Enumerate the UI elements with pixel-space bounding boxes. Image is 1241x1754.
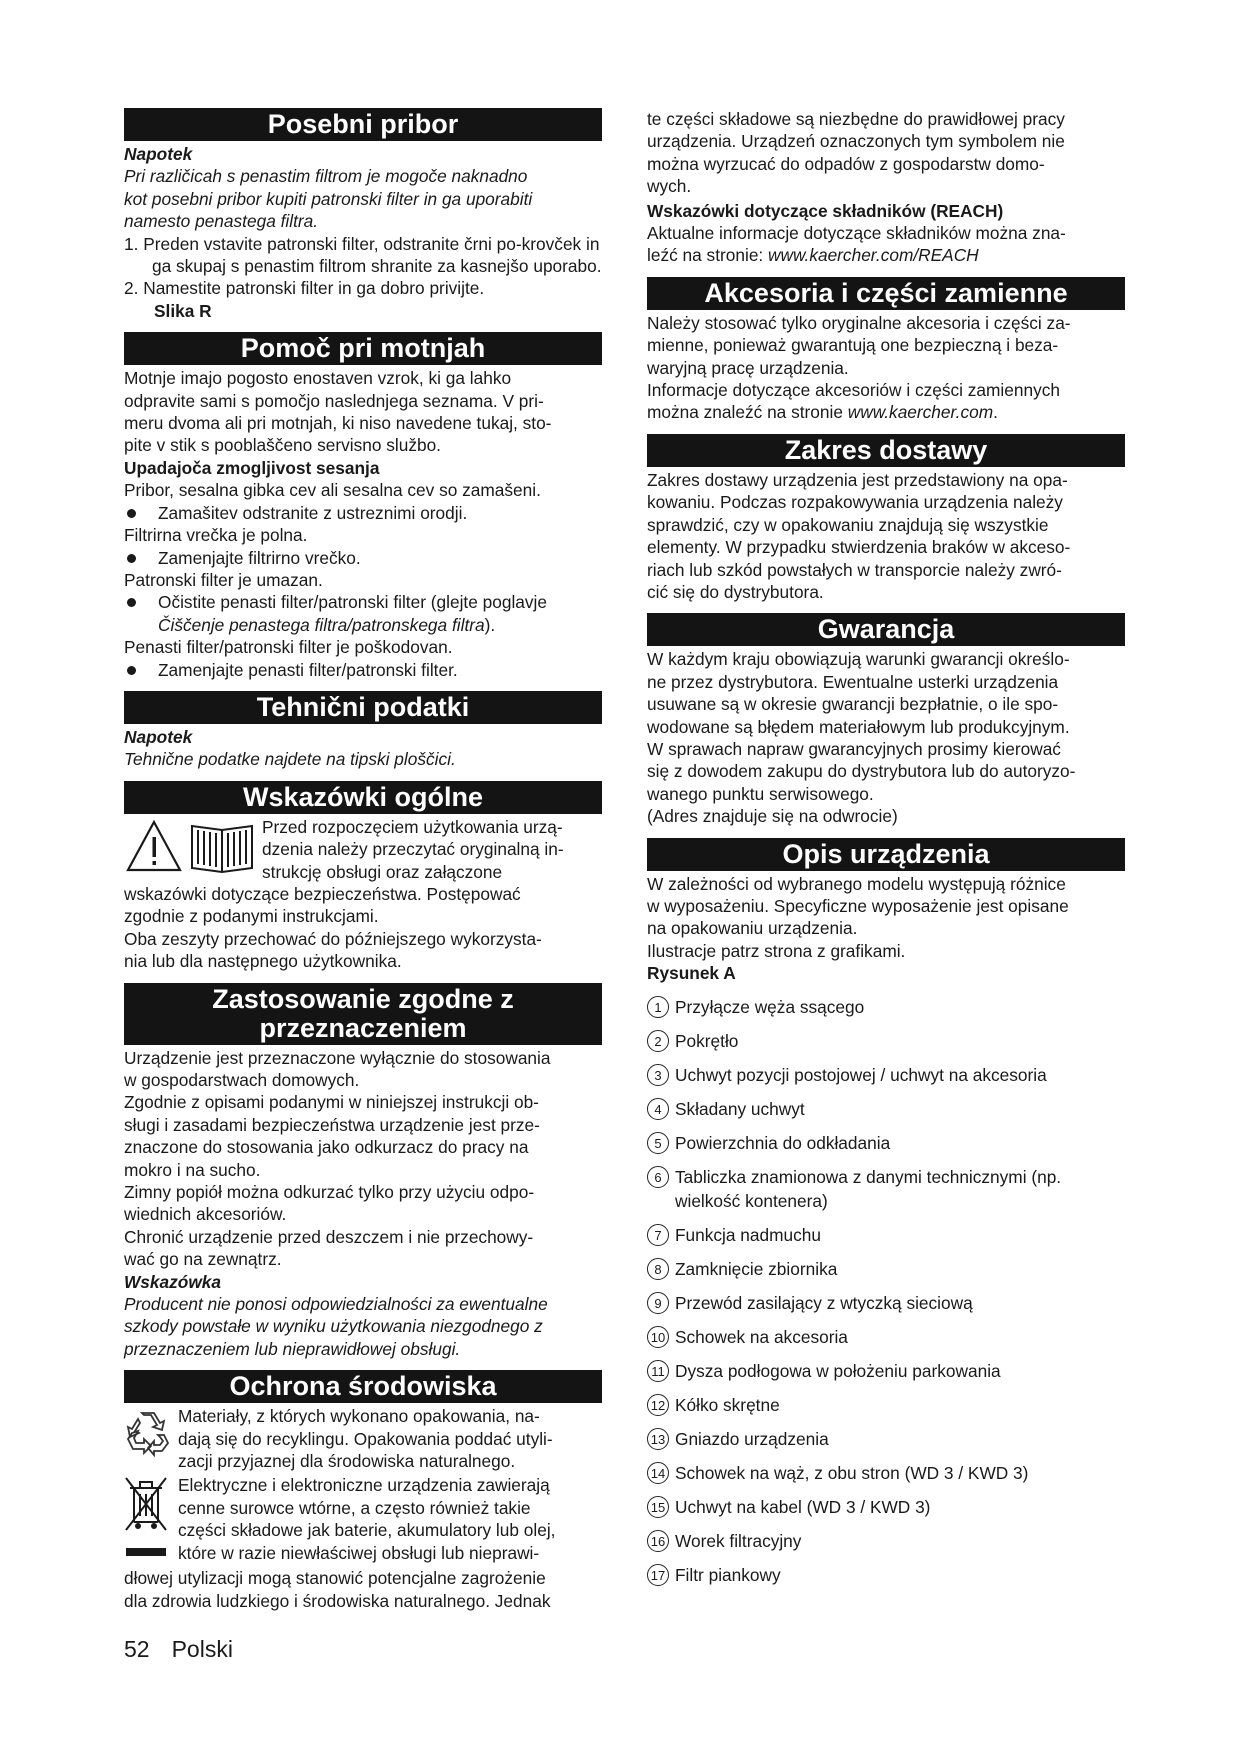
- paragraph-line: zacji przyjaznej dla środowiska naturalnego.: [178, 1451, 516, 1472]
- item-number: 7: [647, 1224, 669, 1246]
- remedy-bullet: Zamašitev odstranite z ustreznimi orodji.: [124, 502, 602, 524]
- item-number: 17: [647, 1564, 669, 1586]
- legend-item: [647, 1427, 1125, 1451]
- paragraph-line: dają się do recyklingu. Opakowania poddać utyli-: [178, 1428, 553, 1449]
- paragraph-line: Należy stosować tylko oryginalne akcesoria i części za-: [647, 312, 1071, 333]
- warning-triangle-icon: [124, 816, 256, 878]
- item-text: Składany uchwyt: [675, 1098, 805, 1119]
- item-text: Przewód zasilający z wtyczką sieciową: [675, 1292, 973, 1313]
- paragraph-line: mienne, ponieważ gwarantują one bezpieczną i beza-: [647, 335, 1059, 356]
- remedy-bullet: Zamenjajte filtrirno vrečko.: [124, 547, 602, 569]
- paragraph-line: wskazówki dotyczące bezpieczeństwa. Postępować: [124, 883, 521, 904]
- cause-line: Penasti filter/patronski filter je poškodovan.: [124, 637, 453, 658]
- section-heading-posebni-pribor: Posebni pribor: [124, 108, 602, 141]
- figure-reference: Rysunek A: [647, 963, 736, 984]
- paragraph-line: strukcję obsługi oraz załączone: [262, 861, 503, 882]
- item-text: Przyłącze węża ssącego: [675, 996, 865, 1017]
- paragraph-line: elementy. W przypadku stwierdzenia braków w akceso-: [647, 537, 1071, 558]
- legend-item: [647, 1131, 1125, 1155]
- section-heading-pomoc-pri-motnjah: Pomoč pri motnjah: [124, 332, 602, 365]
- legend-item: [647, 1097, 1125, 1121]
- legend-item: [647, 1223, 1125, 1247]
- recycle-icon: [124, 1405, 178, 1474]
- warning-manual-icons: [124, 816, 256, 882]
- item-text: [675, 1165, 1061, 1213]
- paragraph-line: cić się do dystrybutora.: [647, 581, 824, 602]
- paragraph-line: pite v stik s pooblaščeno servisno službo.: [124, 435, 441, 456]
- legend-item: [647, 1165, 1125, 1213]
- paragraph-line: dzenia należy przeczytać oryginalną in-: [262, 839, 564, 860]
- section-heading-wskazowki-ogolne: Wskazówki ogólne: [124, 781, 602, 814]
- legend-item: [647, 995, 1125, 1019]
- paragraph-line: Zakres dostawy urządzenia jest przedstawiony na opa-: [647, 469, 1068, 490]
- paragraph-line: Urządzenie jest przeznaczone wyłącznie do stosowania: [124, 1047, 551, 1068]
- item-text-continuation: wielkość kontenera): [675, 1190, 828, 1211]
- paragraph-line: W zależności od wybranego modelu występują różnice: [647, 873, 1066, 894]
- right-column: [647, 108, 1125, 1587]
- legend-item: [647, 1291, 1125, 1315]
- item-number: 14: [647, 1462, 669, 1484]
- item-number: 1: [647, 996, 669, 1018]
- remedy-bullet: [124, 591, 602, 636]
- component-legend: [647, 995, 1125, 1587]
- text: leźć na stronie:: [647, 245, 769, 266]
- paragraph-line: części składowe jak baterie, akumulatory lub olej,: [178, 1520, 556, 1541]
- section-heading-akcesoria: Akcesoria i części zamienne: [647, 277, 1125, 310]
- weee-notice: [124, 1474, 602, 1567]
- note-title: Napotek: [124, 144, 193, 164]
- note-line: Producent nie ponosi odpowiedzialności za ewentualne: [124, 1294, 548, 1315]
- paragraph-line: dla zdrowia ludzkiego i środowiska naturalnego. Jednak: [124, 1590, 551, 1611]
- paragraph-line: wiednich akcesoriów.: [124, 1204, 287, 1225]
- steps-list: [124, 233, 602, 300]
- item-number: 6: [647, 1166, 669, 1188]
- item-number: 12: [647, 1394, 669, 1416]
- page-footer: [124, 1635, 255, 1663]
- note-title: Wskazówka: [124, 1271, 222, 1292]
- page-number: 52: [124, 1636, 150, 1662]
- paragraph-line: w wyposażeniu. Specyficzne wyposażenie jest opisane: [647, 895, 1069, 916]
- paragraph-line: usuwane są w okresie gwarancji bezpłatnie, o ile spo-: [647, 694, 1059, 715]
- paragraph-line: Zgodnie z opisami podanymi w niniejszej instrukcji ob-: [124, 1092, 539, 1113]
- item-number: 5: [647, 1132, 669, 1154]
- item-text: Gniazdo urządzenia: [675, 1428, 829, 1449]
- note-line: kot posebni pribor kupiti patronski filter in ga uporabiti: [124, 188, 533, 209]
- paragraph-line: te części składowe są niezbędne do prawidłowej pracy: [647, 109, 1065, 129]
- remedy-text-end: ).: [484, 614, 496, 635]
- item-text: Uchwyt na kabel (WD 3 / KWD 3): [675, 1496, 931, 1517]
- paragraph-line: W sprawach napraw gwarancyjnych prosimy kierować: [647, 738, 1061, 759]
- paragraph-line: (Adres znajduje się na odwrocie): [647, 806, 898, 827]
- paragraph-line: Informacje dotyczące akcesoriów i części zamiennych: [647, 380, 1060, 401]
- section-heading-tehnicni-podatki: Tehnični podatki: [124, 691, 602, 724]
- paragraph-line: Aktualne informacje dotyczące składników można zna-: [647, 223, 1066, 244]
- item-text: Schowek na akcesoria: [675, 1326, 848, 1347]
- note-line: przeznaczeniem lub nieprawidłowej obsługi.: [124, 1338, 461, 1359]
- paragraph-line: w gospodarstwach domowych.: [124, 1070, 360, 1090]
- cause-line: Patronski filter je umazan.: [124, 569, 323, 590]
- paragraph-line: W każdym kraju obowiązują warunki gwarancji określo-: [647, 649, 1070, 670]
- paragraph-line: dłowej utylizacji mogą stanowić potencjalne zagrożenie: [124, 1568, 546, 1589]
- item-number: 9: [647, 1292, 669, 1314]
- paragraph-line: sługi i zasadami bezpieczeństwa urządzenie jest prze-: [124, 1114, 540, 1135]
- item-number: 10: [647, 1326, 669, 1348]
- item-text: Schowek na wąż, z obu stron (WD 3 / KWD 3): [675, 1462, 1029, 1483]
- paragraph-line: Chronić urządzenie przed deszczem i nie przechowy-: [124, 1226, 534, 1247]
- item-number: 2: [647, 1030, 669, 1052]
- paragraph-line: urządzenia. Urządzeń oznaczonych tym symbolem nie: [647, 131, 1065, 152]
- paragraph-line: się z dowodem zakupu do dystrybutora lub do autoryzo-: [647, 761, 1076, 782]
- legend-item: [647, 1359, 1125, 1383]
- paragraph-line: wanego punktu serwisowego.: [647, 783, 874, 804]
- item-text: Filtr piankowy: [675, 1564, 781, 1585]
- figure-reference: Slika R: [154, 300, 212, 321]
- item-text: Uchwyt pozycji postojowej / uchwyt na akcesoria: [675, 1064, 1047, 1085]
- page-language: Polski: [171, 1636, 233, 1662]
- note-line: namesto penastega filtra.: [124, 211, 319, 232]
- paragraph-line: [647, 244, 1125, 266]
- paragraph-line: Elektryczne i elektroniczne urządzenia zawierają: [178, 1475, 550, 1496]
- legend-item: [647, 1063, 1125, 1087]
- left-column: [124, 108, 602, 1612]
- paragraph-line: [647, 401, 1125, 423]
- paragraph-line: znaczone do stosowania jako odkurzacz do pracy na: [124, 1137, 529, 1158]
- note-line: Tehnične podatke najdete na tipski ploščici.: [124, 749, 456, 770]
- paragraph-line: mokro i na sucho.: [124, 1159, 261, 1180]
- item-text: Pokrętło: [675, 1030, 739, 1051]
- paragraph-line: Materiały, z których wykonano opakowania, na-: [178, 1406, 540, 1427]
- safety-notice: [124, 816, 602, 883]
- item-number: 16: [647, 1530, 669, 1552]
- paragraph-line: ne przez dystrybutora. Ewentualne usterki urządzenia: [647, 671, 1059, 692]
- step-item: 1. Preden vstavite patronski filter, odstranite črni po-krovček in ga skupaj s penastim filtrom shranite za kasnejšo uporabo.: [124, 233, 602, 277]
- legend-item: [647, 1563, 1125, 1587]
- paragraph-line: wać go na zewnątrz.: [124, 1249, 282, 1270]
- section-heading-gwarancja: Gwarancja: [647, 613, 1125, 646]
- item-text: Worek filtracyjny: [675, 1530, 802, 1551]
- paragraph-line: które w razie niewłaściwej obsługi lub nieprawi-: [178, 1542, 540, 1563]
- subheading: Wskazówki dotyczące składników (REACH): [647, 200, 1004, 221]
- paragraph-line: wych.: [647, 176, 692, 197]
- legend-item: [647, 1325, 1125, 1349]
- note-line: Pri različicah s penastim filtrom je mogoče naknadno: [124, 166, 528, 187]
- item-number: 3: [647, 1064, 669, 1086]
- paragraph-line: Zimny popiół można odkurzać tylko przy użyciu odpo-: [124, 1182, 535, 1203]
- paragraph-line: Przed rozpoczęciem użytkowania urzą-: [262, 816, 563, 837]
- paragraph-line: Motnje imajo pogosto enostaven vzrok, ki ga lahko: [124, 368, 512, 389]
- note-line: szkody powstałe w wyniku użytkowania niezgodnego z: [124, 1316, 543, 1337]
- item-text: Powierzchnia do odkładania: [675, 1132, 891, 1153]
- item-number: 13: [647, 1428, 669, 1450]
- item-text: Zamknięcie zbiornika: [675, 1258, 838, 1279]
- legend-item: [647, 1393, 1125, 1417]
- paragraph-line: waryjną pracę urządzenia.: [647, 357, 849, 378]
- item-number: 8: [647, 1258, 669, 1280]
- paragraph-line: kowaniu. Podczas rozpakowywania urządzenia należy: [647, 492, 1063, 513]
- legend-item: [647, 1495, 1125, 1519]
- item-text-line: Tabliczka znamionowa z danymi technicznymi (np.: [675, 1166, 1062, 1187]
- section-heading-zakres-dostawy: Zakres dostawy: [647, 434, 1125, 467]
- text: .: [993, 402, 998, 423]
- paragraph-line: Ilustracje patrz strona z grafikami.: [647, 940, 906, 961]
- cause-line: Pribor, sesalna gibka cev ali sesalna cev so zamašeni.: [124, 480, 541, 501]
- step-item: 2. Namestite patronski filter in ga dobro privijte.: [124, 278, 485, 299]
- item-text: Dysza podłogowa w położeniu parkowania: [675, 1360, 1001, 1381]
- legend-item: [647, 1461, 1125, 1485]
- text: można znaleźć na stronie: [647, 402, 848, 423]
- kaercher-link[interactable]: www.kaercher.com: [847, 402, 994, 423]
- heading-line: przeznaczeniem: [259, 1012, 467, 1043]
- section-heading-zastosowanie: [124, 983, 602, 1045]
- item-text: Funkcja nadmuchu: [675, 1224, 822, 1245]
- paragraph-line: sprawdzić, czy w opakowaniu znajdują się wszystkie: [647, 514, 1049, 535]
- manual-book-icon: [192, 826, 252, 872]
- remedy-bullet: Zamenjajte penasti filter/patronski filter.: [124, 659, 602, 681]
- crossed-bin-icon: [124, 1474, 178, 1567]
- legend-item: [647, 1029, 1125, 1053]
- section-heading-ochrona-srodowiska: Ochrona środowiska: [124, 1370, 602, 1403]
- section-heading-opis-urzadzenia: Opis urządzenia: [647, 838, 1125, 871]
- chapter-reference: Čiščenje penastega filtra/patronskega filtra: [158, 614, 485, 635]
- item-number: 15: [647, 1496, 669, 1518]
- paragraph-line: riach lub szkód powstałych w transporcie należy zwró-: [647, 559, 1062, 580]
- legend-item: [647, 1529, 1125, 1553]
- paragraph-line: zgodnie z podanymi instrukcjami.: [124, 906, 379, 927]
- paragraph-line: Oba zeszyty przechować do późniejszego wykorzysta-: [124, 928, 542, 949]
- paragraph-line: nia lub dla następnego użytkownika.: [124, 951, 402, 972]
- remedy-text: Očistite penasti filter/patronski filter (glejte poglavje: [158, 592, 548, 613]
- legend-item: [647, 1257, 1125, 1281]
- paragraph-line: odpravite sami s pomočjo naslednjega seznama. V pri-: [124, 390, 544, 411]
- recycling-notice: [124, 1405, 602, 1474]
- paragraph-line: wodowane są błędem materiałowym lub produkcyjnym.: [647, 716, 1070, 737]
- paragraph-line: można wyrzucać do odpadów z gospodarstw domo-: [647, 153, 1045, 174]
- item-number: 4: [647, 1098, 669, 1120]
- cause-line: Filtrirna vrečka je polna.: [124, 525, 308, 546]
- paragraph-line: meru dvoma ali pri motnjah, ki niso navedene tukaj, sto-: [124, 413, 552, 434]
- reach-link[interactable]: www.kaercher.com/REACH: [768, 245, 979, 266]
- paragraph-line: na opakowaniu urządzenia.: [647, 918, 858, 939]
- paragraph-line: cenne surowce wtórne, a często również takie: [178, 1497, 531, 1518]
- item-text: Kółko skrętne: [675, 1394, 780, 1415]
- heading-line: Zastosowanie zgodne z: [212, 983, 514, 1014]
- item-number: 11: [647, 1360, 669, 1382]
- subheading: Upadajoča zmogljivost sesanja: [124, 457, 380, 478]
- note-title: Napotek: [124, 726, 193, 747]
